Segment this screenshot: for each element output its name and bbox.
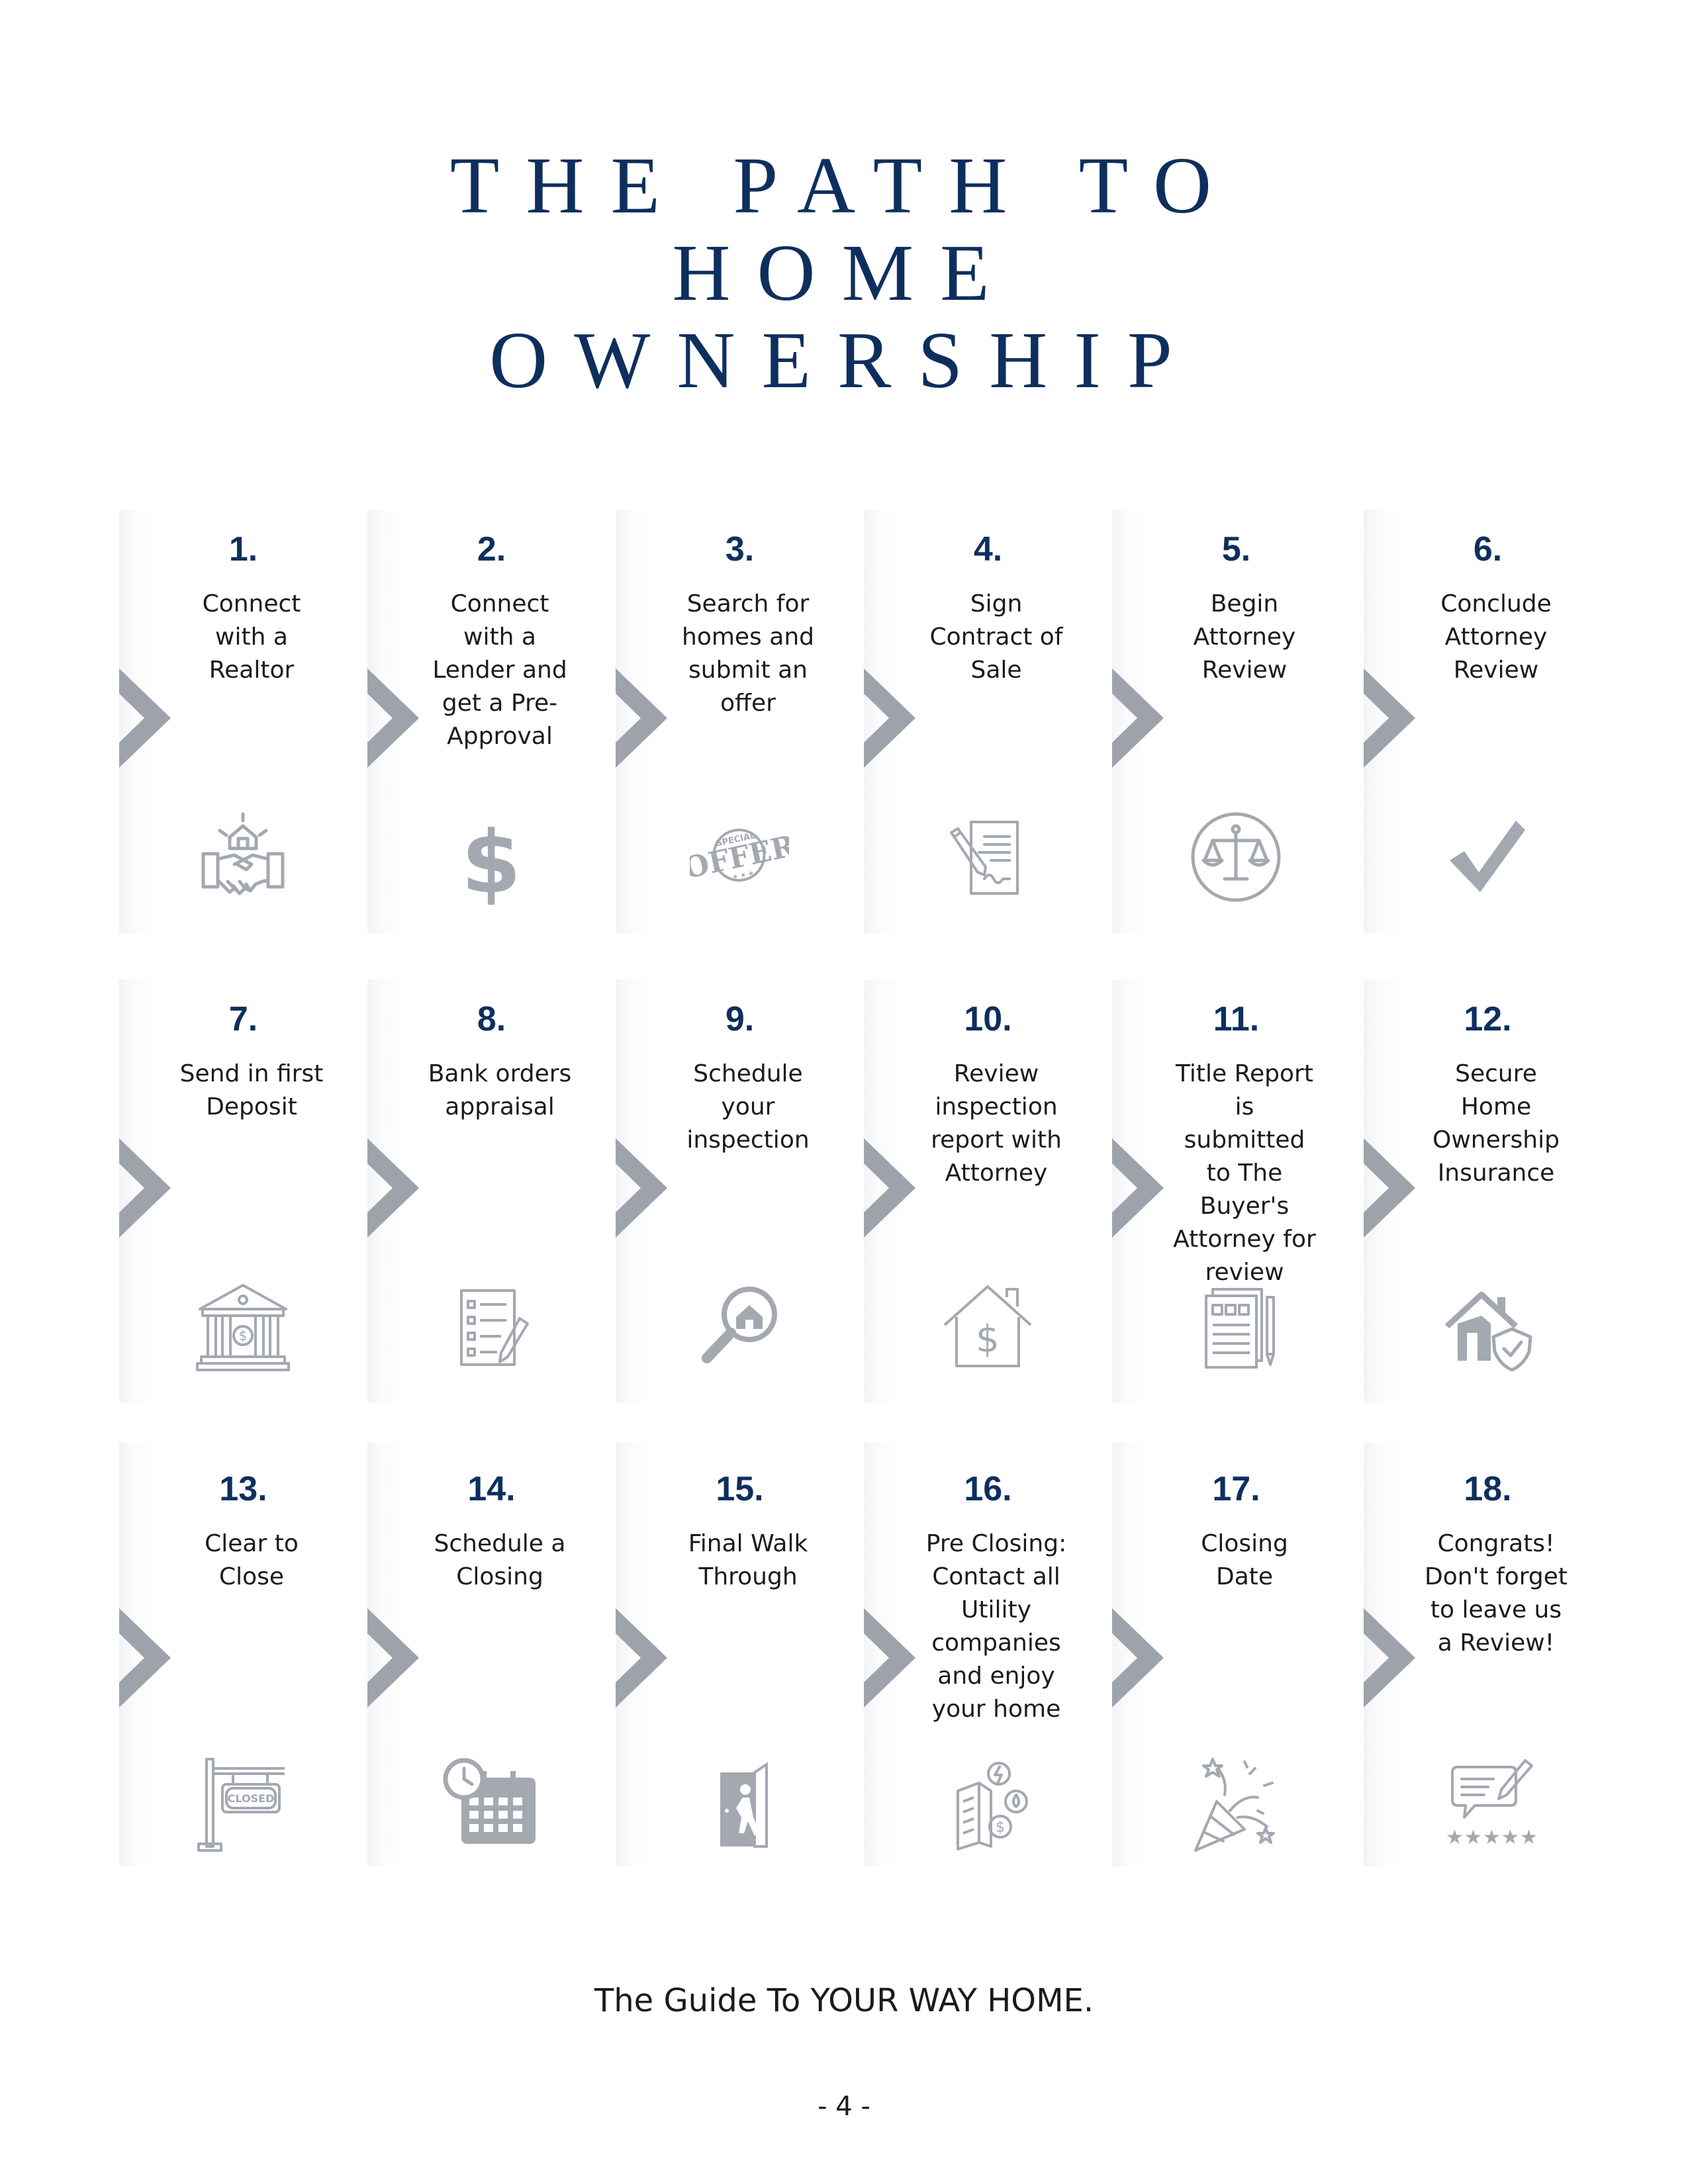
chevron-right-icon xyxy=(119,668,171,768)
step-label: Congrats! Don't forget to leave us a Review! xyxy=(1425,1530,1568,1657)
chevron-right-icon xyxy=(119,1138,171,1238)
steps-row-3 xyxy=(119,1443,1569,1866)
review-stars-icon xyxy=(1438,1754,1537,1853)
svg-text:★: ★ xyxy=(1446,1826,1464,1849)
step-number: 5. xyxy=(1221,530,1251,569)
scales-of-justice-icon xyxy=(1186,807,1286,907)
step-label: Secure Home Ownership Insurance xyxy=(1432,1060,1560,1187)
step-card-1 xyxy=(119,510,367,933)
step-number: 16. xyxy=(964,1470,1012,1508)
step-number: 9. xyxy=(725,1000,755,1038)
chevron-right-icon xyxy=(1112,1608,1164,1707)
house-dollar-icon xyxy=(938,1277,1037,1377)
step-number: 4. xyxy=(973,530,1003,569)
step-card-11 xyxy=(1112,979,1360,1403)
contract-signing-icon xyxy=(938,807,1037,907)
step-label: Bank orders appraisal xyxy=(428,1060,572,1120)
step-number: 10. xyxy=(964,1000,1012,1038)
step-card-16 xyxy=(864,1443,1112,1866)
special-offer-stamp-icon xyxy=(690,807,789,907)
chevron-right-icon xyxy=(367,1138,419,1238)
chevron-right-icon xyxy=(864,668,915,768)
step-card-4 xyxy=(864,510,1112,933)
step-number: 11. xyxy=(1213,1000,1260,1038)
step-card-2 xyxy=(367,510,616,933)
magnifier-house-icon xyxy=(690,1277,789,1377)
step-number: 1. xyxy=(228,530,258,569)
step-label: Schedule a Closing xyxy=(434,1530,566,1590)
step-label: Pre Closing: Contact all Utility companies and enjoy your home xyxy=(925,1530,1067,1723)
step-card-13 xyxy=(119,1443,367,1866)
utilities-icon xyxy=(938,1754,1037,1853)
chevron-right-icon xyxy=(864,1608,915,1707)
bank-icon xyxy=(193,1277,293,1377)
chevron-right-icon xyxy=(1364,1138,1415,1238)
party-popper-icon xyxy=(1186,1754,1286,1853)
step-number: 6. xyxy=(1473,530,1503,569)
step-number: 17. xyxy=(1212,1470,1260,1508)
step-card-8 xyxy=(367,979,616,1403)
step-label: Closing Date xyxy=(1201,1530,1288,1590)
tagline: The Guide To YOUR WAY HOME. xyxy=(594,1982,1094,2019)
step-label: Final Walk Through xyxy=(688,1530,808,1590)
step-card-10 xyxy=(864,979,1112,1403)
step-number: 7. xyxy=(228,1000,258,1038)
step-number: 8. xyxy=(477,1000,506,1038)
step-label: Connect with a Lender and get a Pre-Approval xyxy=(432,590,567,750)
svg-text:CLOSED: CLOSED xyxy=(227,1792,275,1805)
svg-text:OFFER: OFFER xyxy=(690,829,789,886)
chevron-right-icon xyxy=(1112,668,1164,768)
house-shield-icon xyxy=(1438,1277,1537,1377)
svg-text:★ ★ ★: ★ ★ ★ xyxy=(731,870,755,882)
step-number: 14. xyxy=(467,1470,516,1508)
step-card-12 xyxy=(1364,979,1612,1403)
step-label: Schedule your inspection xyxy=(686,1060,810,1154)
chevron-right-icon xyxy=(864,1138,915,1238)
steps-row-2 xyxy=(119,979,1569,1403)
svg-text:★: ★ xyxy=(1520,1826,1537,1849)
chevron-right-icon xyxy=(616,668,667,768)
step-label: Title Report is submitted to The Buyer's Attorney for review xyxy=(1173,1060,1316,1286)
svg-text:★: ★ xyxy=(1501,1826,1519,1849)
step-card-5 xyxy=(1112,510,1360,933)
step-label: Connect with a Realtor xyxy=(202,590,301,684)
appraisal-checklist-icon xyxy=(442,1277,541,1377)
title-line-1: THE PATH TO xyxy=(449,141,1239,230)
step-label: Begin Attorney Review xyxy=(1193,590,1296,684)
step-label: Send in first Deposit xyxy=(179,1060,324,1120)
step-number: 12. xyxy=(1464,1000,1512,1038)
chevron-right-icon xyxy=(1364,1608,1415,1707)
chevron-right-icon xyxy=(367,668,419,768)
step-card-3 xyxy=(616,510,864,933)
step-label: Review inspection report with Attorney xyxy=(931,1060,1062,1187)
step-card-15 xyxy=(616,1443,864,1866)
dollar-sign-icon xyxy=(442,807,541,907)
step-number: 13. xyxy=(219,1470,267,1508)
chevron-right-icon xyxy=(616,1608,667,1707)
page-title xyxy=(0,142,1688,404)
chevron-right-icon xyxy=(1112,1138,1164,1238)
step-card-14 xyxy=(367,1443,616,1866)
step-card-18 xyxy=(1364,1443,1612,1866)
svg-text:$: $ xyxy=(996,1819,1005,1836)
chevron-right-icon xyxy=(1364,668,1415,768)
step-number: 2. xyxy=(477,530,506,569)
svg-text:$: $ xyxy=(461,812,522,907)
chevron-right-icon xyxy=(367,1608,419,1707)
step-card-17 xyxy=(1112,1443,1360,1866)
svg-text:$: $ xyxy=(976,1318,1000,1361)
step-label: Conclude Attorney Review xyxy=(1440,590,1552,684)
step-card-9 xyxy=(616,979,864,1403)
svg-text:★: ★ xyxy=(1464,1826,1482,1849)
checkmark-icon xyxy=(1438,807,1537,907)
person-door-icon xyxy=(690,1754,789,1853)
svg-text:$: $ xyxy=(238,1328,248,1343)
step-label: Search for homes and submit an offer xyxy=(682,590,814,717)
svg-text:★: ★ xyxy=(1483,1826,1501,1849)
title-line-2: HOME xyxy=(672,228,1016,318)
step-label: Clear to Close xyxy=(205,1530,299,1590)
page-number: - 4 - xyxy=(818,2091,870,2122)
step-card-6 xyxy=(1364,510,1612,933)
chevron-right-icon xyxy=(119,1608,171,1707)
documents-pen-icon xyxy=(1186,1277,1286,1377)
step-number: 3. xyxy=(725,530,755,569)
closed-sign-icon xyxy=(193,1754,293,1853)
title-line-3: OWNERSHIP xyxy=(489,316,1199,405)
step-card-7 xyxy=(119,979,367,1403)
chevron-right-icon xyxy=(616,1138,667,1238)
step-number: 18. xyxy=(1464,1470,1512,1508)
calendar-clock-icon xyxy=(442,1754,541,1853)
step-label: Sign Contract of Sale xyxy=(929,590,1063,684)
svg-text:SPECIAL: SPECIAL xyxy=(715,831,757,849)
handshake-house-icon xyxy=(193,807,293,907)
steps-row-1 xyxy=(119,510,1569,933)
step-number: 15. xyxy=(716,1470,764,1508)
